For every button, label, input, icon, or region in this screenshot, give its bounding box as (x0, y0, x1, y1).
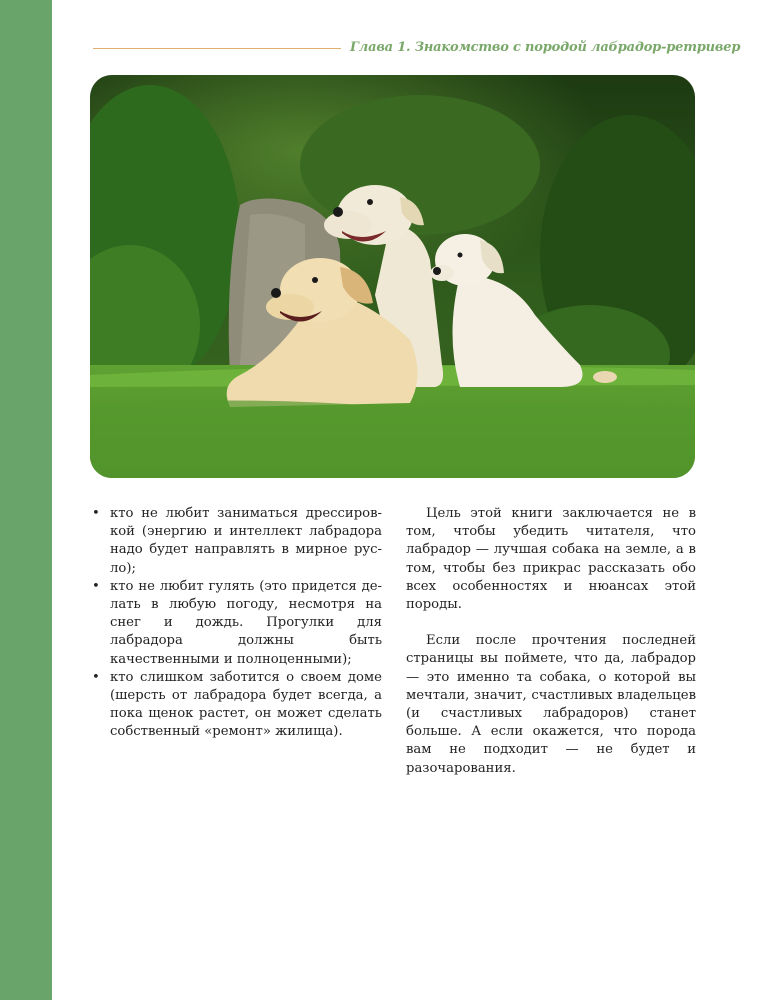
chapter-header: Глава 1. Знакомство с породой лабрадор-ретривер (350, 40, 741, 55)
list-item: • кто слишком заботится о своем доме (шерсть от лабрадора будет всегда, а пока щенок растет, он может сделать собственный «ремонт» жилища). (92, 669, 382, 742)
side-color-bar (0, 0, 52, 1000)
labradors-photo (90, 75, 695, 478)
body-paragraph: Цель этой книги заключается не в том, чтобы убедить читателя, что лабрадор — лучшая собака на земле, а в том, чтобы без прикрас рассказать обо всех особенностях и нюансах этой породы. (406, 506, 696, 613)
not-suitable-list (92, 505, 382, 742)
body-paragraph: Если после прочтения последней страницы вы поймете, что да, лабрадор — это именно та собака, о которой вы мечтали, значит, счастливых владельцев (и счастливых лабрадоров) станет больше. А если окажется, что порода вам не подходит — не будет и разочарования. (406, 633, 696, 776)
left-column (92, 505, 382, 742)
list-item: • кто не любит гулять (это придется делать в любую погоду, несмотря на снег и дождь. Прогулки для лабрадора должны быть качественными и полноценными); (92, 578, 382, 669)
list-item: • кто не любит заниматься дрессировкой (энергию и интеллект лабрадора надо будет направлять в мирное русло); (92, 505, 382, 578)
right-column (406, 505, 696, 778)
header-rule (93, 48, 341, 49)
